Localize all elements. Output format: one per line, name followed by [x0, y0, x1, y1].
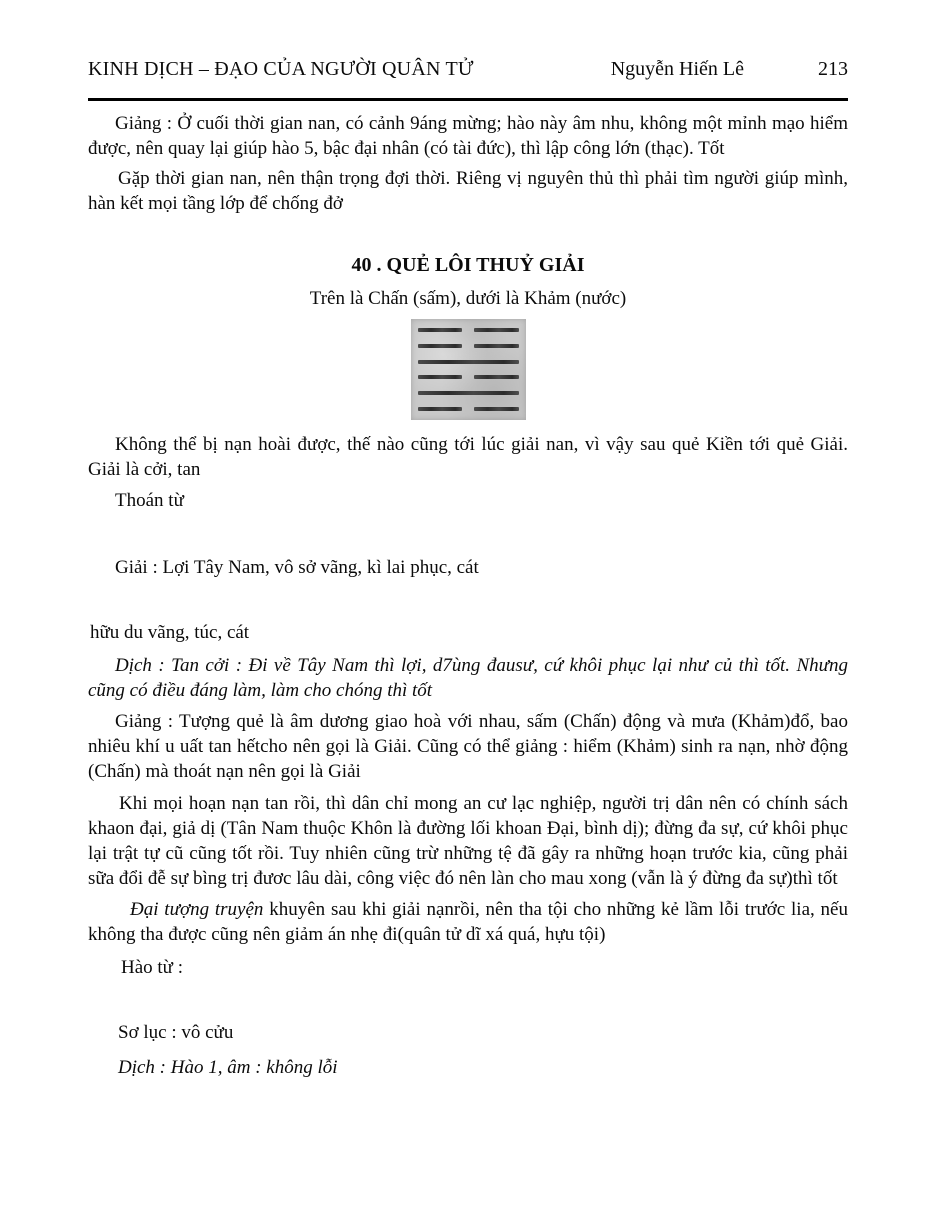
author-name: Nguyễn Hiến Lê: [610, 58, 744, 80]
hexagram-line-yang: [418, 360, 519, 364]
paragraph-dich-tan-coi: Dịch : Tan cởi : Đi về Tây Nam thì lợi, d7ùng đausư, cứ khôi phục lại như củ thì tốt. Nhưng cũng có điều đáng làm, làm cho chóng thì tốt: [88, 655, 848, 701]
paragraph-gap-thoi: Gặp thời gian nan, nên thận trọng đợi thời. Riêng vị nguyên thủ thì phải tìm người giúp mình, hàn kết mọi tầng lớp để chống đở: [88, 168, 848, 214]
paragraph-giai-loi: Giải : Lợi Tây Nam, vô sở vãng, kì lai phục, cát: [115, 557, 479, 578]
paragraph-huu-du: hữu du vãng, túc, cát: [90, 622, 250, 643]
hexagram-line-yin: [418, 344, 519, 348]
section-subtitle: Trên là Chấn (sấm), dưới là Khảm (nước): [309, 288, 627, 309]
page-header: [88, 56, 848, 82]
hexagram-line-yang: [418, 391, 519, 395]
section-heading: 40 . QUẺ LÔI THUỶ GIẢI: [351, 254, 585, 276]
page-number: 213: [818, 58, 848, 80]
hexagram-image-wrapper: [88, 319, 848, 420]
paragraph-khong-the: Không thể bị nạn hoài được, thế nào cũng tới lúc giải nan, vì vậy sau quẻ Kiền tới quẻ Giải. Giải là cởi, tan: [88, 434, 848, 480]
hexagram-line-segment: [418, 328, 462, 332]
hexagram-line-segment: [474, 375, 518, 379]
hexagram-line-yin: [418, 328, 519, 332]
hexagram-line-segment: [474, 407, 518, 411]
hexagram-line-segment: [474, 344, 518, 348]
paragraph-so-luc: Sơ lục : vô cửu: [118, 1022, 234, 1043]
label-thoan-tu: Thoán từ: [115, 490, 184, 511]
label-hao-tu: Hào từ :: [121, 957, 184, 978]
hexagram-image: [411, 319, 526, 420]
header-rule: [88, 98, 848, 101]
hexagram-line-segment: [418, 344, 462, 348]
book-title: KINH DỊCH – ĐẠO CỦA NGƯỜI QUÂN TỬ: [88, 58, 474, 80]
hexagram-line-segment: [474, 328, 518, 332]
hexagram-line-segment: [418, 360, 519, 364]
paragraph-giang-hao: Giảng : Ở cuối thời gian nan, có cảnh 9áng mừng; hào này âm nhu, không một mỉnh mạo hiểm được, nên quay lại giúp hào 5, bậc đại nhân (có tài đức), thì lập công lớn (thạc). Tốt: [88, 113, 848, 159]
paragraph-dich-hao-1: Dịch : Hào 1, âm : không lỗi: [118, 1057, 338, 1078]
dai-tuong-truyen-rest: khuyên sau khi giải nạnrồi, nên tha tội cho những kẻ lầm lỗi trước lia, nếu không tha được cũng nên giảm án nhẹ đi(quân tử dĩ xá quá, hựu tội): [88, 899, 848, 945]
paragraph-dai-tuong-truyen: [88, 897, 848, 947]
hexagram-line-segment: [418, 407, 462, 411]
hexagram-line-yin: [418, 407, 519, 411]
paragraph-giang-tuong-que: Giảng : Tượng quẻ là âm dương giao hoà với nhau, sấm (Chấn) động và mưa (Khảm)đổ, bao nhiêu khí u uất tan hếtcho nên gọi là Giải. Cũng có thể giảng : hiểm (Khảm) sinh ra nạn, nhờ động (Chấn) mà thoát nạn nên gọi là Giải: [88, 711, 848, 782]
hexagram-line-yin: [418, 375, 519, 379]
paragraph-khi-moi: Khi mọi hoạn nạn tan rồi, thì dân chỉ mong an cư lạc nghiệp, người trị dân nên có chính sách khaon đại, giả dị (Tân Nam thuộc Khôn là đường lối khoan Đại, bình dị); đừng đa sự, cứ khôi phục lại trật tự cũ cũng tốt rồi. Tuy nhiên cũng trừ những tệ đã gây ra những hoạn trước kia, cũng phải sữa đổi đễ sự bìng trị đươc lâu dài, công việc đó nên làn cho mau xong (vẫn là ý đừng đa sự)thì tốt: [88, 793, 848, 889]
hexagram-line-segment: [418, 375, 462, 379]
dai-tuong-truyen-lead: Đại tượng truyện: [130, 899, 264, 920]
hexagram-line-segment: [418, 391, 519, 395]
